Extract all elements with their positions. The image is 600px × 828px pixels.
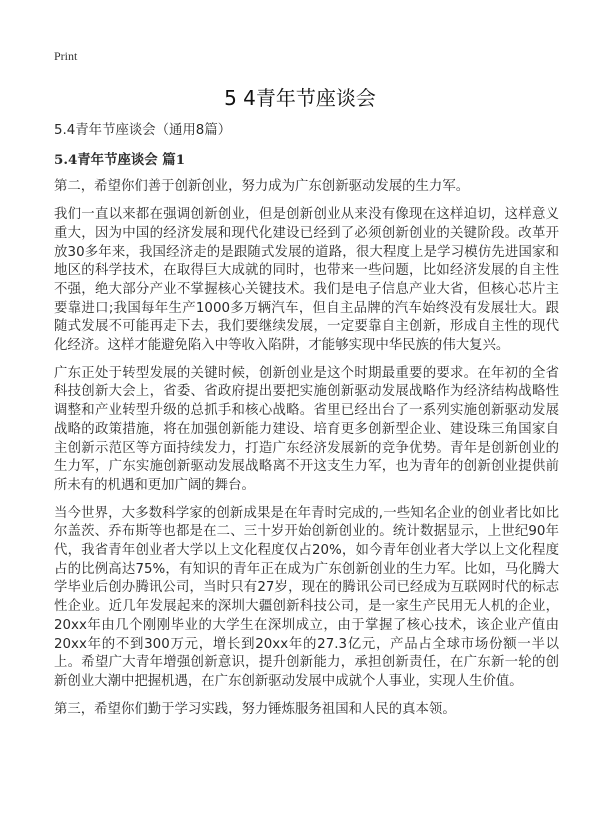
paragraph: 广东正处于转型发展的关键时候，创新创业是这个时期最重要的要求。在年初的全省科技创新大会上，省委、省政府提出要把实施创新驱动发展战略作为经济结构战略性调整和产业转型升级的总抓手和核心战略。省里已经出台了一系列实施创新驱动发展战略的政策措施，将在加强创新能力建设、培育更多创新型企业、建设珠三角国家自主创新示范区等方面持续发力，打造广东经济发展新的竞争优势。青年是创新创业的生力军，广东实施创新驱动发展战略离不开这支生力军，也为青年的创新创业提供前所未有的机遇和更加广阔的舞台。 — [54, 365, 559, 493]
paragraph: 第二，希望你们善于创新创业，努力成为广东创新驱动发展的生力军。 — [54, 179, 470, 195]
paragraph: 当今世界，大多数科学家的创新成果是在年青时完成的,一些知名企业的创业者比如比尔盖茨、乔布斯等也都是在二、三十岁开始创新创业的。统计数据显示，上世纪90年代，我省青年创业者大学以上文化程度仅占20%，如今青年创业者大学以上文化程度占的比例高达75%，有知识的青年正在成为广东创新创业的生力军。比如，马化腾大学毕业后创办腾讯公司，当时只有27岁，现在的腾讯公司已经成为互联网时代的标志性企业。近几年发展起来的深圳大疆创新科技公司，是一家生产民用无人机的企业，20xx年由几个刚刚毕业的大学生在深圳成立，由于掌握了核心技术，该企业产值由20xx年的不到300万元，增长到20xx年的27.3亿元，产品占全球市场份额一半以上。希望广大青年增强创新意识，提升创新能力，承担创新责任，在广东新一轮的创新创业大潮中把握机遇，在广东创新驱动发展中成就个人事业，实现人生价值。 — [54, 505, 559, 689]
document-subtitle: 5.4青年节座谈会（通用8篇） — [54, 123, 232, 138]
paragraph: 我们一直以来都在强调创新创业，但是创新创业从来没有像现在这样迫切，这样意义重大，因为中国的经济发展和现代化建设已经到了必须创新创业的关键阶段。改革开放30多年来，我国经济走的是跟随式发展的道路，很大程度上是学习模仿先进国家和地区的科学技术，在取得巨大成就的同时，也带来一些问题，比如经济发展的自主性不强，绝大部分产业不掌握核心关键技术。我们是电子信息产业大省，但核心芯片主要靠进口;我国每年生产1000多万辆汽车，但自主品牌的汽车始终没有发展壮大。跟随式发展不可能再走下去，我们要继续发展，一定要靠自主创新，形成自主性的现代化经济。这样才能避免陷入中等收入陷阱，才能够实现中华民族的伟大复兴。 — [54, 207, 559, 354]
paragraph: 第三，希望你们勤于学习实践，努力锤炼服务祖国和人民的真本领。 — [54, 701, 456, 717]
section-heading: 5.4青年节座谈会 篇1 — [54, 151, 186, 168]
document-body — [54, 122, 559, 728]
page-title: 5 4青年节座谈会 — [224, 86, 376, 110]
print-link[interactable]: Print — [54, 49, 78, 63]
